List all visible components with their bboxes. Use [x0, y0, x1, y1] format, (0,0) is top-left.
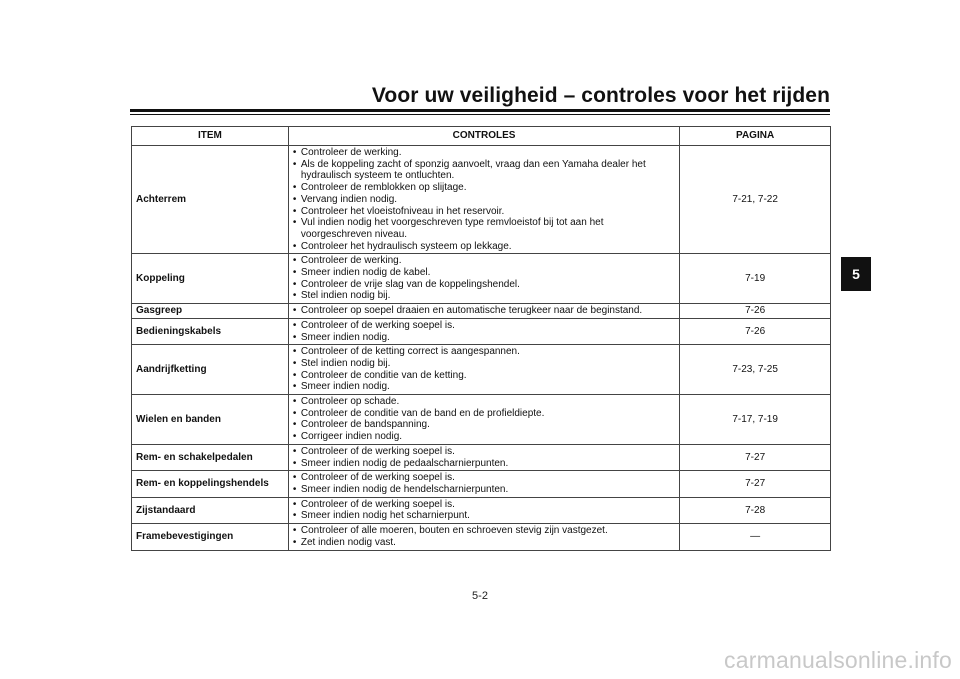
- pre-ride-checks-table: [131, 126, 831, 551]
- check-item: • Stel indien nodig bij.: [293, 358, 675, 370]
- check-item: • Vervang indien nodig.: [293, 194, 675, 206]
- page-ref-cell: 7-26: [680, 318, 831, 344]
- checks-list: [293, 346, 675, 393]
- checks-list: [293, 446, 675, 469]
- item-cell: Framebevestigingen: [132, 524, 289, 550]
- watermark: carmanualsonline.info: [724, 647, 952, 673]
- check-item: • Controleer het hydraulisch systeem op lekkage.: [293, 241, 675, 253]
- checks-cell: [288, 444, 679, 470]
- page-ref-cell: 7-27: [680, 444, 831, 470]
- checks-list: [293, 472, 675, 495]
- check-item: • Controleer de werking.: [293, 147, 675, 159]
- table-row: [132, 524, 831, 550]
- check-item: • Corrigeer indien nodig.: [293, 431, 675, 443]
- check-item: • Vul indien nodig het voorgeschreven type remvloeistof bij tot aan het voorgeschreven niveau.: [293, 217, 675, 240]
- check-item: • Controleer of de ketting correct is aangespannen.: [293, 346, 675, 358]
- check-item: • Controleer de conditie van de ketting.: [293, 370, 675, 382]
- chapter-tab: 5: [841, 257, 871, 291]
- item-cell: Wielen en banden: [132, 395, 289, 445]
- item-cell: Gasgreep: [132, 304, 289, 319]
- checks-cell: [288, 254, 679, 304]
- page-ref-cell: 7-19: [680, 254, 831, 304]
- column-header-checks: CONTROLES: [288, 127, 679, 146]
- check-item: • Controleer of de werking soepel is.: [293, 472, 675, 484]
- item-cell: Koppeling: [132, 254, 289, 304]
- checks-list: [293, 396, 675, 443]
- checks-list: [293, 305, 675, 317]
- checks-cell: [288, 146, 679, 254]
- table-row: [132, 304, 831, 319]
- check-item: • Smeer indien nodig.: [293, 381, 675, 393]
- page-ref-cell: —: [680, 524, 831, 550]
- checks-list: [293, 320, 675, 343]
- check-item: • Smeer indien nodig.: [293, 332, 675, 344]
- header-rule-thin: [130, 114, 830, 115]
- check-item: • Smeer indien nodig het scharnierpunt.: [293, 510, 675, 522]
- page-ref-cell: 7-27: [680, 471, 831, 497]
- table-row: [132, 395, 831, 445]
- table-body: [132, 146, 831, 551]
- checks-list: [293, 525, 675, 548]
- page-title: Voor uw veiligheid – controles voor het rijden: [371, 84, 830, 107]
- item-cell: Achterrem: [132, 146, 289, 254]
- check-item: • Als de koppeling zacht of sponzig aanvoelt, vraag dan een Yamaha dealer het hydraulisch systeem te ontluchten.: [293, 159, 675, 182]
- header-rule-thick: [130, 109, 830, 112]
- page-ref-cell: 7-26: [680, 304, 831, 319]
- page-ref-cell: 7-23, 7-25: [680, 345, 831, 395]
- check-item: • Controleer de vrije slag van de koppelingshendel.: [293, 279, 675, 291]
- page-number: 5-2: [472, 590, 488, 602]
- table-row: [132, 471, 831, 497]
- item-cell: Aandrijfketting: [132, 345, 289, 395]
- table-row: [132, 146, 831, 254]
- check-item: • Stel indien nodig bij.: [293, 290, 675, 302]
- checks-list: [293, 147, 675, 252]
- check-item: • Smeer indien nodig de kabel.: [293, 267, 675, 279]
- table-row: [132, 254, 831, 304]
- page-ref-cell: 7-17, 7-19: [680, 395, 831, 445]
- column-header-item: ITEM: [132, 127, 289, 146]
- checks-cell: [288, 304, 679, 319]
- check-item: • Controleer het vloeistofniveau in het reservoir.: [293, 206, 675, 218]
- check-item: • Controleer of de werking soepel is.: [293, 446, 675, 458]
- check-item: • Controleer de bandspanning.: [293, 419, 675, 431]
- page-ref-cell: 7-28: [680, 497, 831, 523]
- checks-cell: [288, 471, 679, 497]
- table-row: [132, 444, 831, 470]
- check-item: • Controleer of de werking soepel is.: [293, 499, 675, 511]
- item-cell: Rem- en schakelpedalen: [132, 444, 289, 470]
- checks-list: [293, 499, 675, 522]
- item-cell: Zijstandaard: [132, 497, 289, 523]
- item-cell: Rem- en koppelingshendels: [132, 471, 289, 497]
- check-item: • Controleer of alle moeren, bouten en schroeven stevig zijn vastgezet.: [293, 525, 675, 537]
- checks-cell: [288, 318, 679, 344]
- table-row: [132, 345, 831, 395]
- checks-cell: [288, 524, 679, 550]
- table-row: [132, 497, 831, 523]
- check-item: • Controleer de remblokken op slijtage.: [293, 182, 675, 194]
- checks-list: [293, 255, 675, 302]
- checks-cell: [288, 345, 679, 395]
- checks-cell: [288, 395, 679, 445]
- check-item: • Controleer op schade.: [293, 396, 675, 408]
- table-header-row: [132, 127, 831, 146]
- check-item: • Zet indien nodig vast.: [293, 537, 675, 549]
- check-item: • Controleer op soepel draaien en automatische terugkeer naar de beginstand.: [293, 305, 675, 317]
- check-item: • Smeer indien nodig de pedaalscharnierpunten.: [293, 458, 675, 470]
- table-row: [132, 318, 831, 344]
- column-header-page: PAGINA: [680, 127, 831, 146]
- check-item: • Controleer de werking.: [293, 255, 675, 267]
- item-cell: Bedieningskabels: [132, 318, 289, 344]
- checks-cell: [288, 497, 679, 523]
- check-item: • Controleer de conditie van de band en de profieldiepte.: [293, 408, 675, 420]
- check-item: • Smeer indien nodig de hendelscharnierpunten.: [293, 484, 675, 496]
- page-ref-cell: 7-21, 7-22: [680, 146, 831, 254]
- check-item: • Controleer of de werking soepel is.: [293, 320, 675, 332]
